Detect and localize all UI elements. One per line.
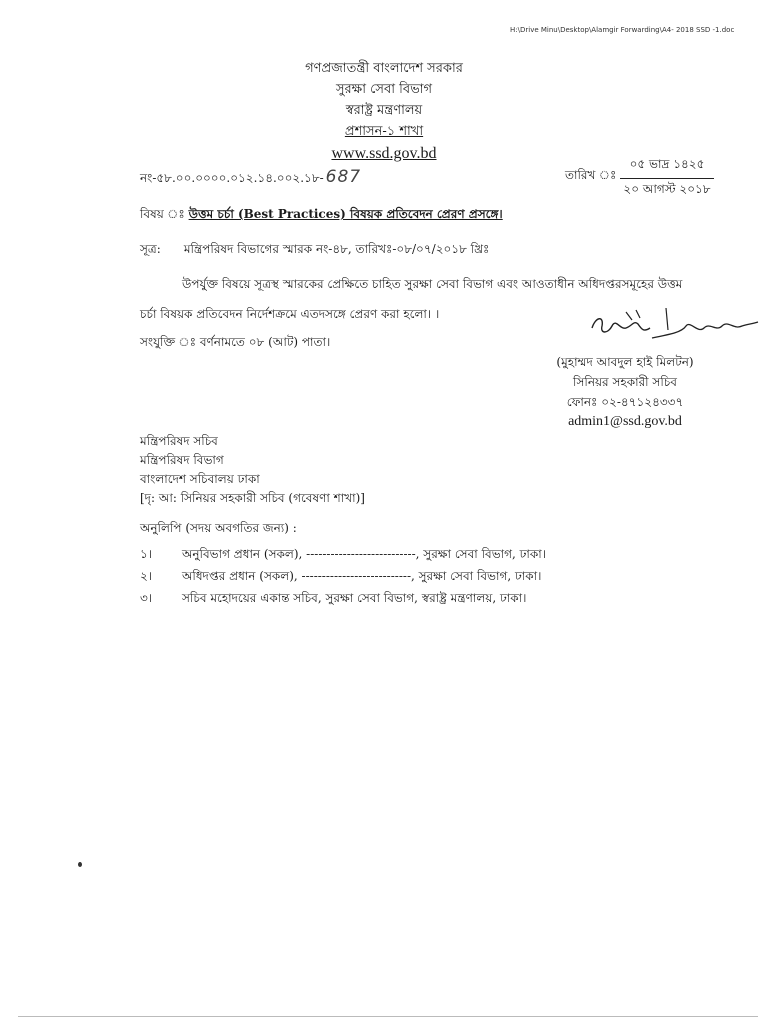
cc-item-number: ২। [140, 569, 153, 583]
date-bangla: ০৫ ভাদ্র ১৪২৫ [620, 156, 714, 179]
addressee-line: বাংলাদেশ সচিবালয় ঢাকা [140, 472, 260, 486]
signer-block [520, 352, 730, 432]
cc-item-text: সচিব মহোদয়ের একান্ত সচিব, সুরক্ষা সেবা বিভাগ, স্বরাষ্ট্র মন্ত্রণালয়, ঢাকা। [182, 591, 527, 605]
website-link[interactable]: www.ssd.gov.bd [331, 145, 437, 162]
addressee-line: [দৃ: আ: সিনিয়র সহকারী সচিব (গবেষণা শাখা)] [140, 491, 365, 505]
handwritten-signature [582, 304, 762, 350]
addressee-block [140, 432, 365, 508]
cc-item [140, 543, 546, 565]
date-label: তারিখ ঃ [565, 168, 617, 182]
letterhead [0, 58, 768, 166]
cc-item-number: ১। [140, 547, 153, 561]
date-block [620, 156, 714, 201]
subject-label: বিষয় ঃ [140, 207, 185, 221]
cc-list [140, 543, 546, 609]
cc-item-number: ৩। [140, 591, 153, 605]
reference-line [140, 241, 489, 261]
file-path: H:\Drive Minu\Desktop\Alamgir Forwarding\A4- 2018 SSD -1.doc [510, 26, 735, 34]
government-name: গণপ্রজাতন্ত্রী বাংলাদেশ সরকার [305, 61, 463, 76]
division-name: সুরক্ষা সেবা বিভাগ [335, 82, 433, 97]
cc-item [140, 565, 546, 587]
cc-item [140, 587, 546, 609]
reference-text: মন্ত্রিপরিষদ বিভাগের স্মারক নং-৪৮, তারিখঃ-০৮/০৭/২০১৮ খ্রিঃ [183, 242, 490, 256]
addressee-line: মন্ত্রিপরিষদ সচিব [140, 434, 218, 448]
body-line-1: উপর্যুক্ত বিষয়ে সূত্রস্থ স্মারকের প্রেক্ষিতে চাহিত সুরক্ষা সেবা বিভাগ এবং আওতাধীন অধিদপ্তরসমূহের উত্তম [182, 277, 683, 291]
scan-edge-line [18, 1016, 758, 1017]
subject-text: উত্তম চর্চা (Best Practices) বিষয়ক প্রতিবেদন প্রেরণ প্রসঙ্গে। [188, 207, 503, 221]
cc-item-text: অনুবিভাগ প্রধান (সকল), ---------------------------, সুরক্ষা সেবা বিভাগ, ঢাকা। [182, 547, 547, 561]
cc-title: অনুলিপি (সদয় অবগতির জন্য) : [140, 521, 297, 535]
cc-item-text: অধিদপ্তর প্রধান (সকল), ---------------------------, সুরক্ষা সেবা বিভাগ, ঢাকা। [182, 569, 542, 583]
reference-label: সূত্র: [140, 242, 161, 256]
wing-name: প্রশাসন-১ শাখা [344, 124, 424, 139]
signer-designation: সিনিয়র সহকারী সচিব [573, 375, 677, 389]
signer-name: (মুহাম্মদ আবদুল হাই মিলটন) [556, 355, 694, 369]
body-line-2: চর্চা বিষয়ক প্রতিবেদন নির্দেশক্রমে এতদসঙ্গে প্রেরণ করা হলো। । [140, 307, 440, 321]
memo-handwritten-number: 687 [325, 167, 362, 187]
memo-number-text: নং-৫৮.০০.০০০০.০১২.১৪.০০২.১৮- [140, 171, 324, 185]
addressee-line: মন্ত্রিপরিষদ বিভাগ [140, 453, 224, 467]
signer-phone: ফোনঃ ০২-৪৭১২৪৩৩৭ [566, 395, 684, 409]
signer-email[interactable]: admin1@ssd.gov.bd [568, 414, 682, 429]
subject-line [140, 206, 503, 226]
attachment-note: সংযুক্তি ঃ বর্ণনামতে ০৮ (আট) পাতা। [140, 335, 331, 349]
ink-speck [78, 862, 82, 867]
date-gregorian: ২০ আগস্ট ২০১৮ [623, 182, 711, 196]
memo-number [140, 167, 361, 190]
ministry-name: স্বরাষ্ট্র মন্ত্রণালয় [345, 103, 423, 118]
